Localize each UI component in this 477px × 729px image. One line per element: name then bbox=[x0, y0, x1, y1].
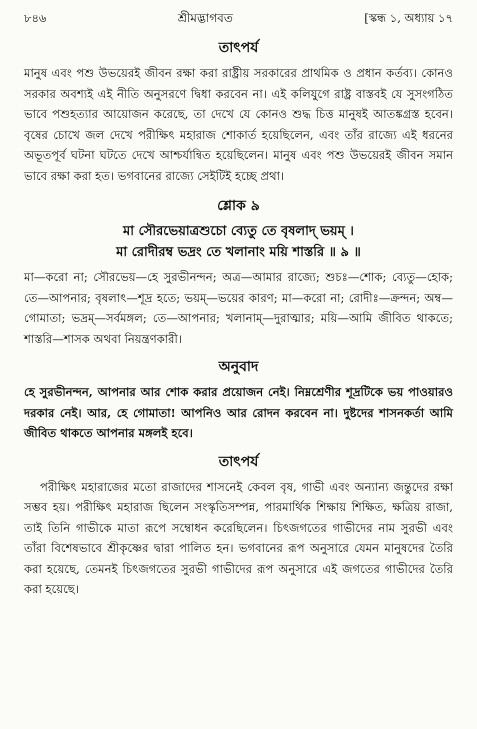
purport-paragraph: মানুষ এবং পশু উভয়েরই জীবন রক্ষা করা রাষ্ট্রীয় সরকারের প্রাথমিক ও প্রধান কর্তব্য। কোনও সরকার অবশ্যই এই নীতি অনুসরণে দ্বিধা করবেন না। এই কলিযুগে রাষ্ট্র বাস্তবই যে সুসংগঠিত ভাবে পশুহত্যার আয়োজন করেছে, তা দেখে যে কোনও শুদ্ধ চিত্ত মানুষই আতঙ্কগ্রস্ত হবেন। বৃষের চোখে জল দেখে পরীক্ষিৎ মহারাজ শোকার্ত হয়েছিলেন, এবং তাঁর রাজ্যে এই ধরনের অভূতপূর্ব ঘটনা ঘটতে দেখে আশ্চর্যান্বিত হয়েছিলেন। মানুষ এবং পশু উভয়েরই জীবন সমান ভাবে রক্ষা করা হত। ভগবানের রাজ্যে সেইটিই হচ্ছে প্রথা। bbox=[24, 66, 453, 183]
translation-heading: অনুবাদ bbox=[218, 359, 259, 375]
purport-heading: তাৎপর্য bbox=[218, 40, 259, 56]
page-number: ৮৪৬ bbox=[24, 11, 47, 25]
chapter-reference: [স্কন্ধ ১, অধ্যায় ১৭ bbox=[364, 11, 453, 25]
purport-paragraph-2: পরীক্ষিৎ মহারাজের মতো রাজাদের শাসনেই কেবল বৃষ, গাভী এবং অন্যান্য জন্তুদের রক্ষা সম্ভব হয়। পরীক্ষিৎ মহারাজ ছিলেন সংস্কৃতিসম্পন্ন, পারমার্থিক শিক্ষায় শিক্ষিত, ক্ষত্রিয় রাজা, তাই তিনি গাভীকে মাতা রূপে সম্বোধন করেছিলেন। চিৎজগতের গাভীদের নাম সুরভী এবং তাঁরা বিশেষভাবে শ্রীকৃষ্ণের দ্বারা পালিত হন। ভগবানের রূপ অনুসারে যেমন মানুষদের তৈরি করা হয়েছে, তেমনই চিৎজগতের সুরভী গাভীদের রূপ অনুসারে এই জগতের গাভীদের তৈরি করা হয়েছে। bbox=[24, 479, 453, 596]
verse-line-1: মা সৌরভেয়াত্রশুচো ব্যেতু তে বৃষলাদ্ ভয়ম্ । bbox=[123, 224, 354, 239]
translation-paragraph: হে সুরভীনন্দন, আপনার আর শোক করার প্রয়োজন নেই। নিম্নশ্রেণীর শূদ্রটিকে ভয় পাওয়ারও দরকার নেই। আর, হে গোমাতা! আপনিও আর রোদন করবেন না। দুষ্টদের শাসনকর্তা আমি জীবিত থাকতে আপনার মঙ্গলই হবে। bbox=[24, 385, 453, 440]
page-header bbox=[24, 10, 453, 28]
book-title: শ্রীমদ্ভাগবত bbox=[177, 11, 233, 25]
verse-heading: শ্লোক ৯ bbox=[217, 198, 260, 214]
verse-line-2: মা রোদীরম্ব ভদ্রং তে খলানাং ময়ি শাস্তরি ॥ ৯ ॥ bbox=[116, 245, 361, 260]
synonyms-paragraph: মা—করো না; সৌরভেয়—হে সুরভীনন্দন; অত্র—আমার রাজ্যে; শুচঃ—শোক; ব্যেতু—হোক; তে—আপনার; বৃষলাৎ—শূদ্র হতে; ভয়ম্—ভয়ের কারণ; মা—করো না; রোদীঃ—ক্রন্দন; অম্ব—গোমাতা; ভদ্রম্—সর্বমঙ্গল; তে—আপনার; খলানাম্—দুরাত্মার; ময়ি—আমি জীবিত থাকতে; শাস্তরি—শাসক অথবা নিয়ন্ত্রণকারী। bbox=[24, 270, 453, 346]
purport-heading-2: তাৎপর্য bbox=[218, 453, 259, 470]
